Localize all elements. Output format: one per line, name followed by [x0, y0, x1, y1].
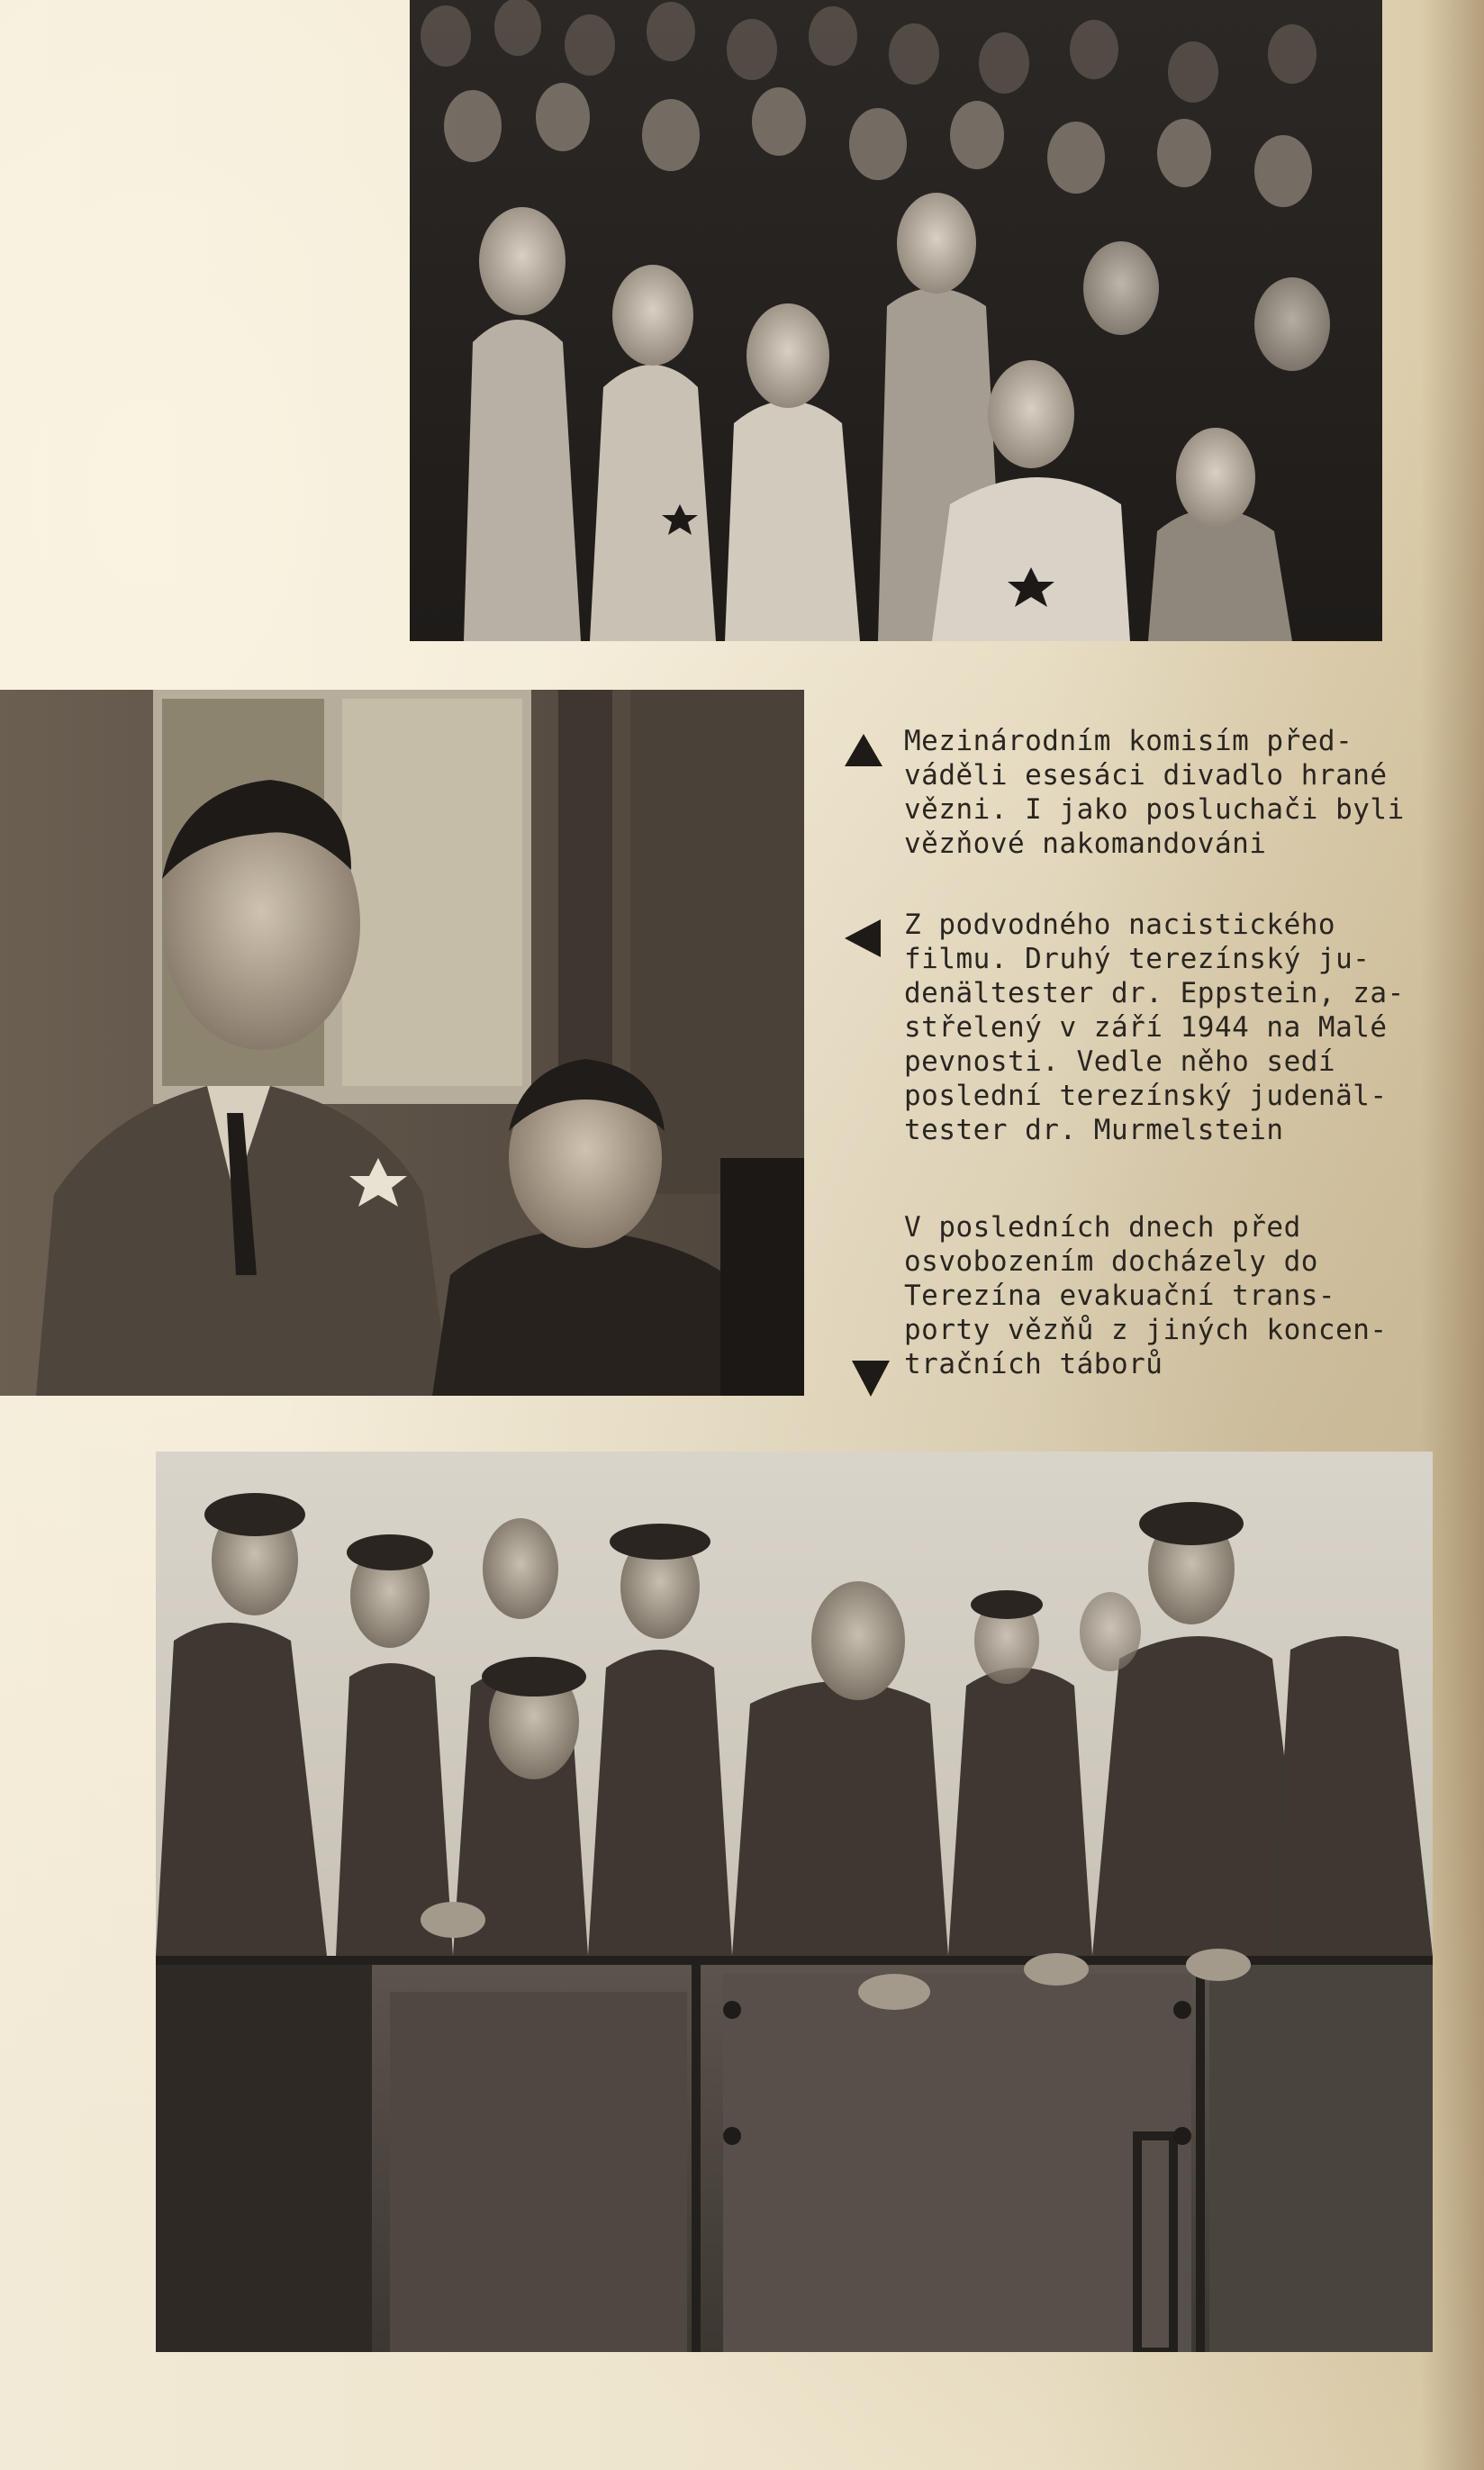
caption-line: filmu. Druhý terezínský ju- [904, 943, 1371, 975]
triangle-left-icon [845, 919, 881, 957]
transport-photo-drawing [156, 1452, 1433, 2352]
photo-evacuation-transport [156, 1452, 1433, 2352]
caption-line: porty vězňů z jiných koncen- [904, 1314, 1388, 1346]
caption-line: poslední terezínský judenäl- [904, 1080, 1388, 1112]
caption-film [904, 908, 1408, 1147]
caption-theatre [904, 724, 1408, 861]
caption-line: Mezinárodním komisím před- [904, 725, 1353, 757]
caption-line: Terezína evakuační trans- [904, 1280, 1336, 1312]
caption-line: Z podvodného nacistického [904, 909, 1336, 941]
photo-theatre-audience [410, 0, 1382, 641]
caption-line: V posledních dnech před [904, 1211, 1301, 1244]
audience-photo-drawing [410, 0, 1382, 641]
caption-line: vězňové nakomandováni [904, 828, 1267, 860]
photo-eppstein-murmelstein [0, 690, 804, 1396]
triangle-up-icon [845, 734, 882, 766]
caption-line: osvobozením docházely do [904, 1245, 1318, 1278]
caption-transports [904, 1210, 1408, 1381]
caption-line: denältester dr. Eppstein, za- [904, 977, 1405, 1009]
men-photo-drawing [0, 690, 804, 1396]
caption-line: pevnosti. Vedle něho sedí [904, 1045, 1336, 1078]
caption-line: tračních táborů [904, 1348, 1163, 1380]
caption-line: tester dr. Murmelstein [904, 1114, 1284, 1146]
triangle-down-icon [852, 1361, 890, 1397]
caption-line: váděli esesáci divadlo hrané [904, 759, 1388, 792]
caption-line: střelený v září 1944 na Malé [904, 1011, 1388, 1044]
caption-line: vězni. I jako posluchači byli [904, 793, 1405, 826]
